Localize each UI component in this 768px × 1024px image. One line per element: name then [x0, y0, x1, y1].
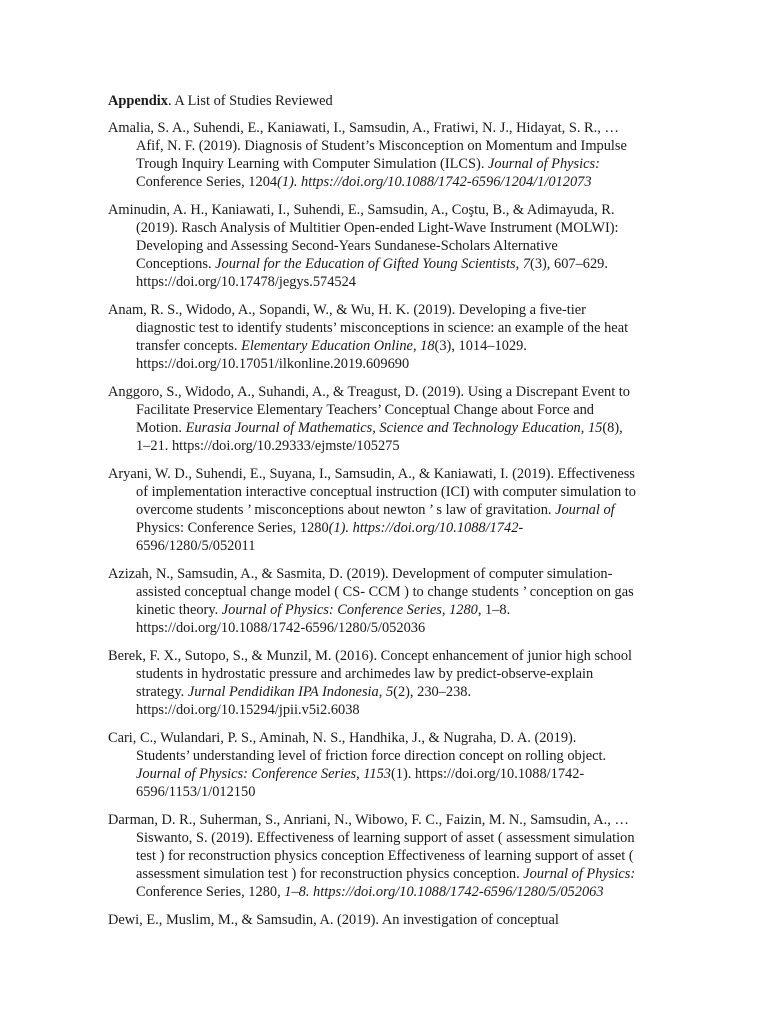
- reference-text: (3), 607–629.: [530, 256, 608, 272]
- reference-text: 1280: [299, 520, 329, 536]
- reference-text: Darman, D. R., Suherman, S., Anriani, N., Wibowo, F. C., Faizin, M. N., Samsudin, A., …: [108, 812, 629, 828]
- reference-text: Facilitate Preservice Elementary Teachers’ Conceptual Change about Force and: [136, 402, 594, 418]
- reference-line: [108, 683, 768, 701]
- reference-line: [108, 301, 768, 319]
- reference-line: [108, 119, 768, 137]
- reference-text: Berek, F. X., Sutopo, S., & Munzil, M. (2016). Concept enhancement of junior high school: [108, 648, 633, 664]
- reference-text: Cari, C., Wulandari, P. S., Aminah, N. S., Handhika, J., & Nugraha, D. A. (2019).: [108, 730, 577, 746]
- reference-italic: ,: [292, 520, 300, 536]
- reference-entry: [108, 383, 768, 455]
- reference-text: ,: [580, 420, 588, 436]
- reference-italic: Journal of Physics: Conference Series: [136, 766, 357, 782]
- reference-line: [108, 601, 768, 619]
- reference-text: of implementation interactive conceptual instruction (ICI) with computer simulation to: [136, 484, 636, 500]
- reference-text: Afif, N. F. (2019). Diagnosis of Student’s Misconception on Momentum and Impulse: [136, 138, 627, 154]
- reference-line: [108, 437, 768, 455]
- reference-text: Aminudin, A. H., Kaniawati, I., Suhendi, E., Samsudin, A., Coştu, B., & Adimayuda, R.: [108, 202, 615, 218]
- reference-line: [108, 583, 768, 601]
- reference-line: [108, 419, 768, 437]
- reference-italic: Jurnal Pendidikan IPA Indonesia: [187, 684, 379, 700]
- reference-entry: [108, 465, 768, 555]
- reference-line: [108, 483, 768, 501]
- reference-italic: 7: [522, 256, 531, 272]
- reference-text: ,: [412, 338, 421, 354]
- reference-entry: [108, 729, 768, 801]
- reference-italic: 18: [420, 338, 435, 354]
- reference-text: test ) for reconstruction physics conception Effectiveness of learning support of asset (: [136, 848, 634, 864]
- reference-text: , 1–8.: [477, 602, 511, 618]
- reference-text: strategy.: [136, 684, 188, 700]
- reference-entry: [108, 647, 768, 719]
- reference-line: [108, 237, 768, 255]
- reference-line: [108, 729, 768, 747]
- reference-text: Motion.: [136, 420, 186, 436]
- reference-italic: Journal of: [555, 502, 615, 518]
- reference-text: (1). https://doi.org/10.1088/1742-: [391, 766, 585, 782]
- reference-entry: [108, 301, 768, 373]
- reference-text: Physics: Conference Series: [136, 520, 293, 536]
- reference-line: [108, 747, 768, 765]
- reference-line: [108, 273, 768, 291]
- reference-italic: 5: [385, 684, 394, 700]
- reference-text: 6596/1153/1/012150: [136, 784, 256, 800]
- reference-text: Anggoro, S., Widodo, A., Suhandi, A., & Treagust, D. (2019). Using a Discrepant Event to: [108, 384, 630, 400]
- reference-line: [108, 501, 768, 519]
- reference-text: https://doi.org/10.17478/jegys.574524: [136, 274, 356, 290]
- reference-line: [108, 537, 768, 555]
- reference-line: [108, 883, 768, 901]
- reference-text: Conference Series: [136, 174, 242, 190]
- appendix-heading: [108, 92, 768, 110]
- reference-line: [108, 647, 768, 665]
- reference-text: Dewi, E., Muslim, M., & Samsudin, A. (2019). An investigation of conceptual: [108, 912, 559, 928]
- reference-text: Conference Series: [136, 884, 242, 900]
- reference-text: assessment simulation test ) for reconstruction physics conception.: [136, 866, 524, 882]
- reference-italic: , 1–8. https://doi.org/10.1088/1742-6596/1280/5/052063: [277, 884, 604, 900]
- reference-italic: Journal of Physics: Conference Series: [221, 602, 442, 618]
- reference-line: [108, 865, 768, 883]
- reference-entry: [108, 911, 768, 929]
- reference-list: [108, 119, 768, 929]
- reference-text: kinetic theory.: [136, 602, 222, 618]
- reference-line: [108, 219, 768, 237]
- reference-italic: 1153: [363, 766, 391, 782]
- reference-text: ,: [441, 602, 450, 618]
- reference-line: [108, 665, 768, 683]
- reference-entry: [108, 811, 768, 901]
- reference-line: [108, 155, 768, 173]
- reference-line: [108, 565, 768, 583]
- reference-line: [108, 811, 768, 829]
- reference-text: Azizah, N., Samsudin, A., & Sasmita, D. (2019). Development of computer simulation-: [108, 566, 613, 582]
- reference-text: students in hydrostatic pressure and archimedes law by predict-observe-explain: [136, 666, 594, 682]
- reference-text: ,: [515, 256, 523, 272]
- reference-italic: Journal for the Education of Gifted Young Scientists: [215, 256, 516, 272]
- reference-line: [108, 619, 768, 637]
- reference-italic: (1). https://doi.org/10.1088/1742-: [328, 520, 524, 536]
- reference-line: [108, 401, 768, 419]
- reference-italic: ,: [241, 884, 249, 900]
- appendix-heading-bold: Appendix: [108, 93, 168, 109]
- reference-line: [108, 255, 768, 273]
- reference-line: [108, 829, 768, 847]
- reference-text: Trough Inquiry Learning with Computer Simulation (ILCS).: [136, 156, 489, 172]
- reference-text: ,: [378, 684, 386, 700]
- reference-line: [108, 783, 768, 801]
- reference-line: [108, 847, 768, 865]
- appendix-heading-text: . A List of Studies Reviewed: [168, 93, 333, 109]
- reference-text: transfer concepts.: [136, 338, 242, 354]
- reference-italic: Journal of Physics:: [488, 156, 600, 172]
- reference-italic: 15: [587, 420, 603, 436]
- reference-text: overcome students ’ misconceptions about newton ’ s law of gravitation.: [136, 502, 556, 518]
- reference-text: assisted conceptual change model ( CS- CCM ) to change students ’ conception on gas: [136, 584, 634, 600]
- reference-text: 1280: [248, 884, 278, 900]
- reference-line: [108, 911, 768, 929]
- reference-text: Developing and Assessing Second-Years Sundanese-Scholars Alternative: [136, 238, 558, 254]
- reference-entry: [108, 119, 768, 191]
- reference-italic: Journal of Physics:: [523, 866, 636, 882]
- reference-text: Students’ understanding level of friction force direction concept on rolling object.: [136, 748, 607, 764]
- reference-line: [108, 173, 768, 191]
- reference-text: Conceptions.: [136, 256, 216, 272]
- reference-text: https://doi.org/10.15294/jpii.v5i2.6038: [136, 702, 360, 718]
- reference-text: (2), 230–238.: [393, 684, 472, 700]
- reference-italic: Eurasia Journal of Mathematics, Science and Technology Education: [185, 420, 581, 436]
- reference-text: 6596/1280/5/052011: [136, 538, 256, 554]
- reference-line: [108, 137, 768, 155]
- reference-text: diagnostic test to identify students’ misconceptions in science: an example of the heat: [136, 320, 629, 336]
- reference-italic: ,: [241, 174, 249, 190]
- reference-line: [108, 319, 768, 337]
- reference-italic: 1280: [449, 602, 478, 618]
- reference-line: [108, 383, 768, 401]
- reference-text: (2019). Rasch Analysis of Multitier Open-ended Light-Wave Instrument (MOLWI):: [136, 220, 619, 236]
- reference-line: [108, 465, 768, 483]
- reference-text: (3), 1014–1029.: [434, 338, 527, 354]
- reference-line: [108, 201, 768, 219]
- reference-text: Amalia, S. A., Suhendi, E., Kaniawati, I., Samsudin, A., Fratiwi, N. J., Hidayat, S. R., …: [108, 120, 619, 136]
- reference-text: ,: [356, 766, 364, 782]
- reference-italic: (1). https://doi.org/10.1088/1742-6596/1204/1/012073: [277, 174, 592, 190]
- reference-italic: Elementary Education Online: [241, 338, 413, 354]
- reference-line: [108, 337, 768, 355]
- reference-line: [108, 519, 768, 537]
- reference-text: (8),: [602, 420, 623, 436]
- reference-text: Anam, R. S., Widodo, A., Sopandi, W., & Wu, H. K. (2019). Developing a five-tier: [108, 302, 586, 318]
- reference-text: 1–21. https://doi.org/10.29333/ejmste/105275: [136, 438, 400, 454]
- reference-text: https://doi.org/10.1088/1742-6596/1280/5/052036: [136, 620, 426, 636]
- reference-text: Aryani, W. D., Suhendi, E., Suyana, I., Samsudin, A., & Kaniawati, I. (2019). Effectiveness: [108, 466, 635, 482]
- reference-line: [108, 355, 768, 373]
- reference-entry: [108, 201, 768, 291]
- reference-text: https://doi.org/10.17051/ilkonline.2019.609690: [136, 356, 410, 372]
- reference-entry: [108, 565, 768, 637]
- reference-line: [108, 701, 768, 719]
- reference-line: [108, 765, 768, 783]
- reference-text: Siswanto, S. (2019). Effectiveness of learning support of asset ( assessment simulation: [136, 830, 635, 846]
- reference-text: 1204: [248, 174, 278, 190]
